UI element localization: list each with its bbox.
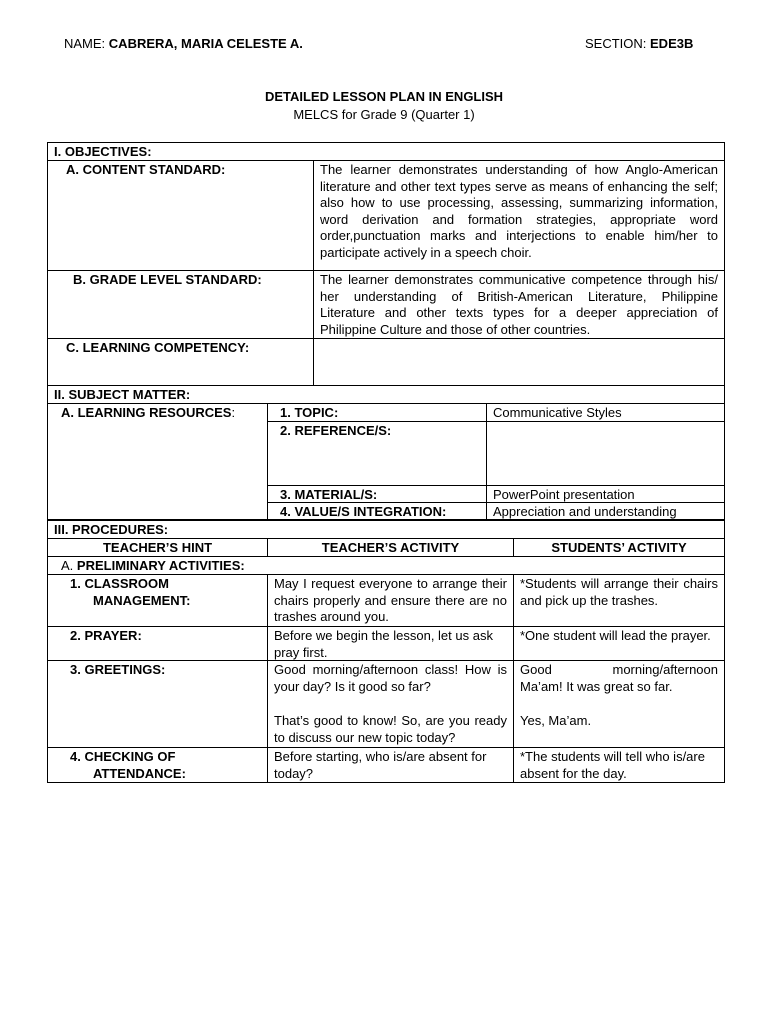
preliminary-label: PRELIMINARY ACTIVITIES:	[76, 558, 245, 573]
objectives-heading: I. OBJECTIVES:	[47, 142, 725, 161]
hint-classroom-management	[47, 574, 268, 627]
content-standard-text: The learner demonstrates understanding of how Anglo-American literature and other text types serve as means of enhancing the self; also how to use processing, assessing, summarizing information, word derivation and formation strategies, appropriate word order,punctuation marks and interjections to enable him/her to participate actively in a speech choir.	[313, 160, 725, 271]
document-subtitle: MELCS for Grade 9 (Quarter 1)	[293, 107, 475, 122]
section-line	[585, 36, 693, 51]
hint-line: 4. CHECKING OF	[70, 749, 176, 764]
hint-checking-attendance	[47, 747, 268, 783]
hint-line: ATTENDANCE:	[93, 765, 186, 781]
name-label: NAME:	[64, 36, 109, 51]
value-integration-value: Appreciation and understanding	[486, 502, 725, 520]
teacher-topic-line: That’s good to know! So, are you ready to discuss our new topic today?	[274, 713, 507, 745]
name-value: CABRERA, MARIA CELESTE A.	[108, 36, 303, 51]
topic-value: Communicative Styles	[486, 403, 725, 422]
students-greeting-line	[520, 662, 718, 695]
procedures-heading: III. PROCEDURES:	[47, 520, 725, 539]
students-yes-line: Yes, Ma’am.	[520, 713, 592, 728]
name-line	[64, 36, 303, 51]
preliminary-activities-heading	[47, 556, 725, 575]
grade-level-standard-text: The learner demonstrates communicative competence through his/ her understanding of British-American Literature, Philippine Literature and other texts types for a deeper appreciation of Philippine Culture and those of other countries.	[313, 270, 725, 339]
teacher-greeting-line: Good morning/afternoon class! How is your day? Is it good so far?	[274, 662, 507, 694]
hint-prayer	[47, 626, 268, 661]
students-activity-greetings	[513, 660, 725, 748]
content-standard-label: A. CONTENT STANDARD:	[47, 160, 314, 271]
topic-label: 1. TOPIC:	[267, 403, 487, 422]
teacher-activity-classroom: May I request everyone to arrange their chairs properly and ensure there are no trashes around you.	[267, 574, 514, 627]
material-value: PowerPoint presentation	[486, 485, 725, 503]
teacher-activity-prayer: Before we begin the lesson, let us ask pray first.	[267, 626, 514, 661]
teacher-activity-greetings	[267, 660, 514, 748]
learning-resources-colon: :	[231, 405, 236, 420]
learning-competency-label: C. LEARNING COMPETENCY:	[47, 338, 314, 386]
students-activity-prayer: *One student will lead the prayer.	[513, 626, 725, 661]
teacher-activity-attendance: Before starting, who is/are absent for today?	[267, 747, 514, 783]
value-integration-label: 4. VALUE/S INTEGRATION:	[267, 502, 487, 520]
col-header-teacher-hint: TEACHER’S HINT	[47, 538, 268, 557]
reference-value	[486, 421, 725, 486]
preliminary-prefix: A.	[61, 558, 77, 573]
learning-resources-label	[47, 403, 268, 520]
section-label: SECTION:	[585, 36, 651, 51]
learning-resources-text: A. LEARNING RESOURCES	[61, 405, 232, 420]
document-title: DETAILED LESSON PLAN IN ENGLISH	[264, 89, 504, 104]
students-activity-classroom: *Students will arrange their chairs and pick up the trashes.	[513, 574, 725, 627]
col-header-students-activity: STUDENTS’ ACTIVITY	[513, 538, 725, 557]
hint-line: 2. PRAYER:	[70, 628, 142, 643]
learning-competency-text	[313, 338, 725, 386]
reference-label: 2. REFERENCE/S:	[267, 421, 487, 486]
hint-greetings	[47, 660, 268, 748]
col-header-teacher-activity: TEACHER’S ACTIVITY	[267, 538, 514, 557]
grade-level-standard-label: B. GRADE LEVEL STANDARD:	[47, 270, 314, 339]
section-value: EDE3B	[650, 36, 694, 51]
subject-matter-heading: II. SUBJECT MATTER:	[47, 385, 725, 404]
students-activity-attendance: *The students will tell who is/are absent for the day.	[513, 747, 725, 783]
students-greeting-rest: Ma’am! It was great so far.	[520, 678, 673, 694]
hint-line: 3. GREETINGS:	[70, 662, 166, 677]
material-label: 3. MATERIAL/S:	[267, 485, 487, 503]
hint-line: 1. CLASSROOM	[70, 576, 169, 591]
students-greeting-first-line: Good morning/afternoon	[520, 662, 718, 677]
hint-line: MANAGEMENT:	[93, 592, 191, 608]
